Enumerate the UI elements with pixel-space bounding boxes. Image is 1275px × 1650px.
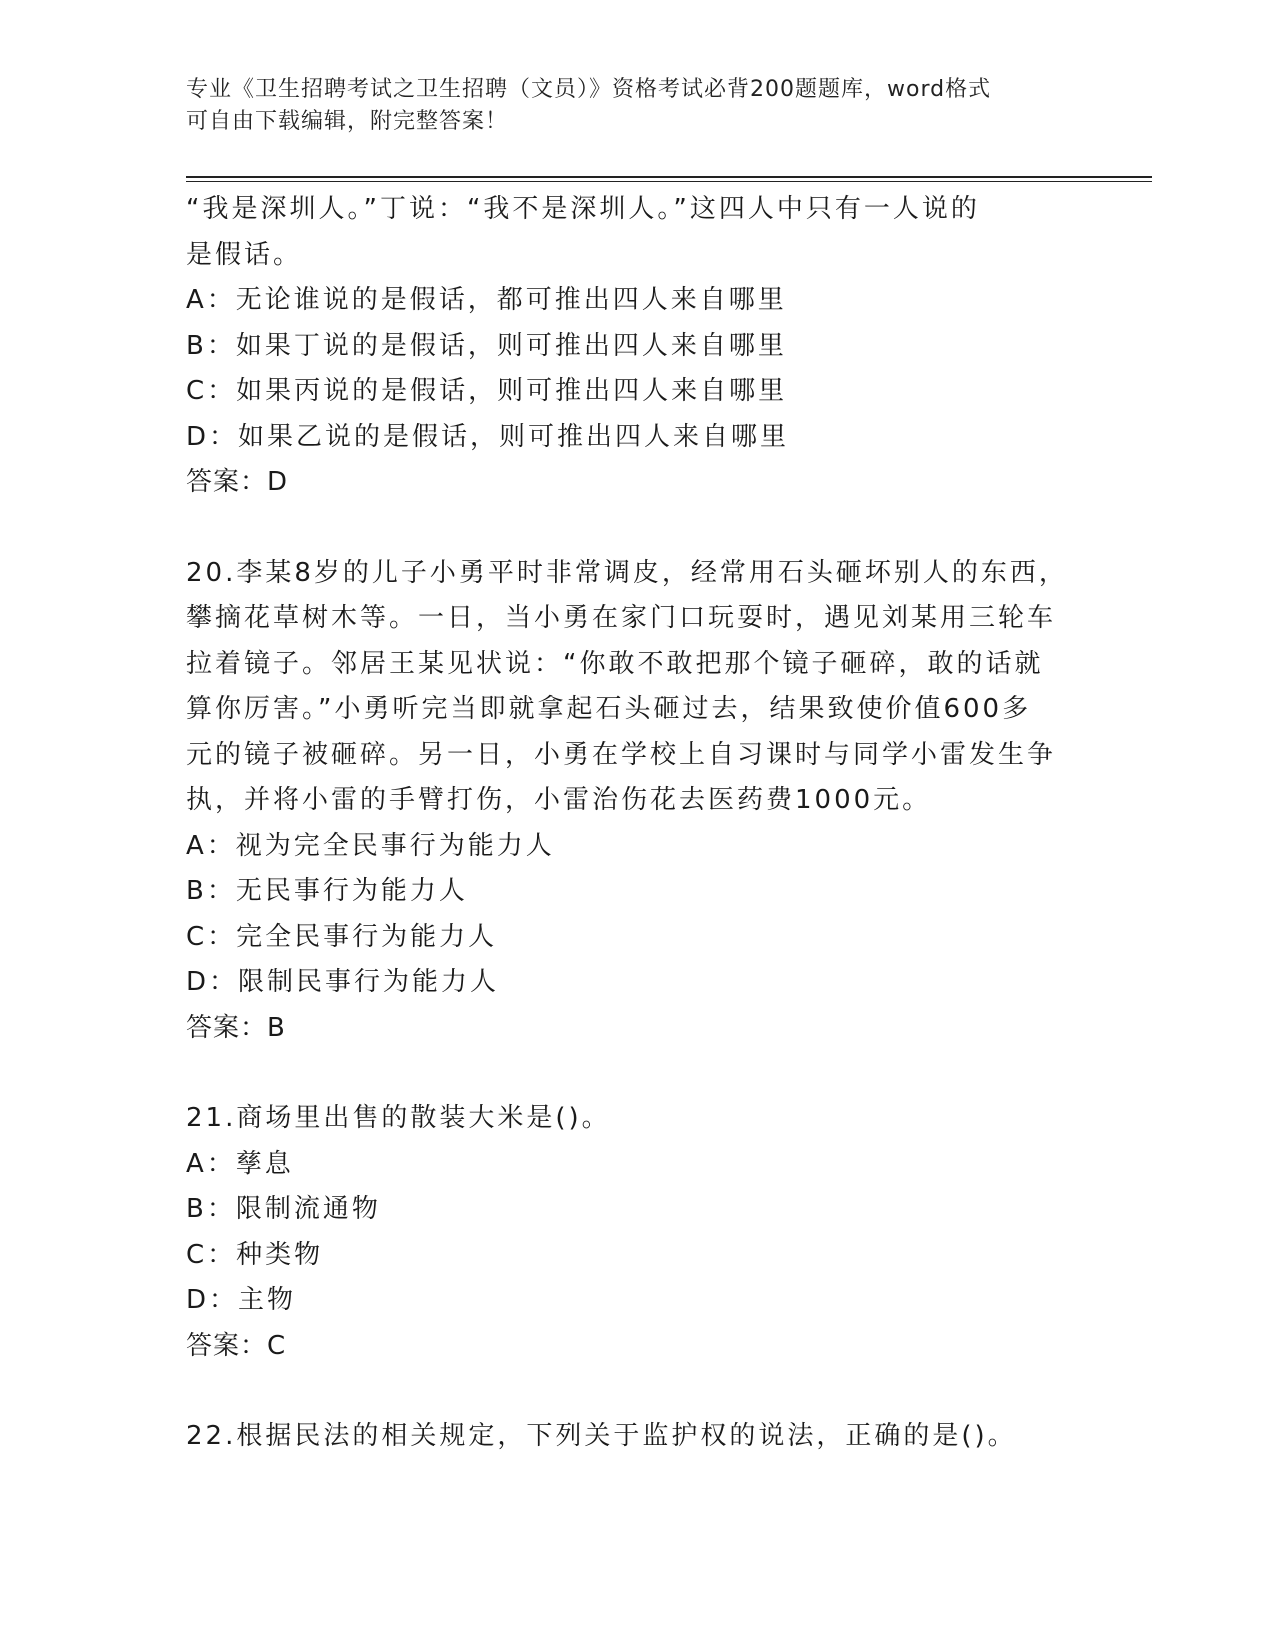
option-a: A：视为完全民事行为能力人 [186,830,555,861]
answer-line: 答案：D [186,467,289,497]
answer-line: 答案：C [186,1330,287,1361]
question-text-line: 是假话。 [186,239,303,270]
question-22 [186,1414,1066,1460]
option-d: D：主物 [186,1285,297,1315]
spacer [186,1051,1066,1096]
question-text-line: 元的镜子被砸碎。另一日，小勇在学校上自习课时与同学小雷发生争 [186,739,1057,770]
spacer [186,506,1066,551]
question-20 [186,551,1066,1052]
question-text-line: 22.根据民法的相关规定，下列关于监护权的说法，正确的是()。 [186,1421,1017,1451]
question-text-line: 拉着镜子。邻居王某见状说：“你敢不敢把那个镜子砸碎，敢的话就 [186,648,1044,679]
option-b: B：限制流通物 [186,1194,381,1224]
option-b: B：如果丁说的是假话，则可推出四人来自哪里 [186,330,787,361]
option-c: C：种类物 [186,1239,324,1270]
header-title-line-1: 专业《卫生招聘考试之卫生招聘（文员）》资格考试必背200题题库，word格式 [186,77,992,102]
spacer [186,1369,1066,1414]
question-19 [186,187,1066,506]
document-body [186,187,1066,1460]
question-text-line: 21.商场里出售的散装大米是()。 [186,1103,611,1133]
question-text-line: 20.李某8岁的儿子小勇平时非常调皮，经常用石头砸坏别人的东西， [186,557,1068,588]
option-d: D：限制民事行为能力人 [186,967,500,997]
header-divider-thin [186,181,1152,182]
option-c: C：完全民事行为能力人 [186,921,498,952]
answer-line: 答案：B [186,1012,286,1043]
page-header [186,74,1066,138]
header-divider-thick [186,176,1152,178]
option-b: B：无民事行为能力人 [186,876,468,906]
question-21 [186,1096,1066,1369]
question-text-line: 算你厉害。”小勇听完当即就拿起石头砸过去，结果致使价值600多 [186,694,1032,724]
option-a: A：孳息 [186,1148,294,1179]
question-text-line: 执，并将小雷的手臂打伤，小雷治伤花去医药费1000元。 [186,785,932,815]
question-text-line: 攀摘花草树木等。一日，当小勇在家门口玩耍时，遇见刘某用三轮车 [186,603,1057,633]
option-d: D：如果乙说的是假话，则可推出四人来自哪里 [186,421,790,452]
header-title-line-2: 可自由下载编辑，附完整答案！ [186,109,509,134]
question-text-line: “我是深圳人。”丁说：“我不是深圳人。”这四人中只有一人说的 [186,194,980,224]
option-c: C：如果丙说的是假话，则可推出四人来自哪里 [186,376,788,406]
option-a: A：无论谁说的是假话，都可推出四人来自哪里 [186,285,787,315]
